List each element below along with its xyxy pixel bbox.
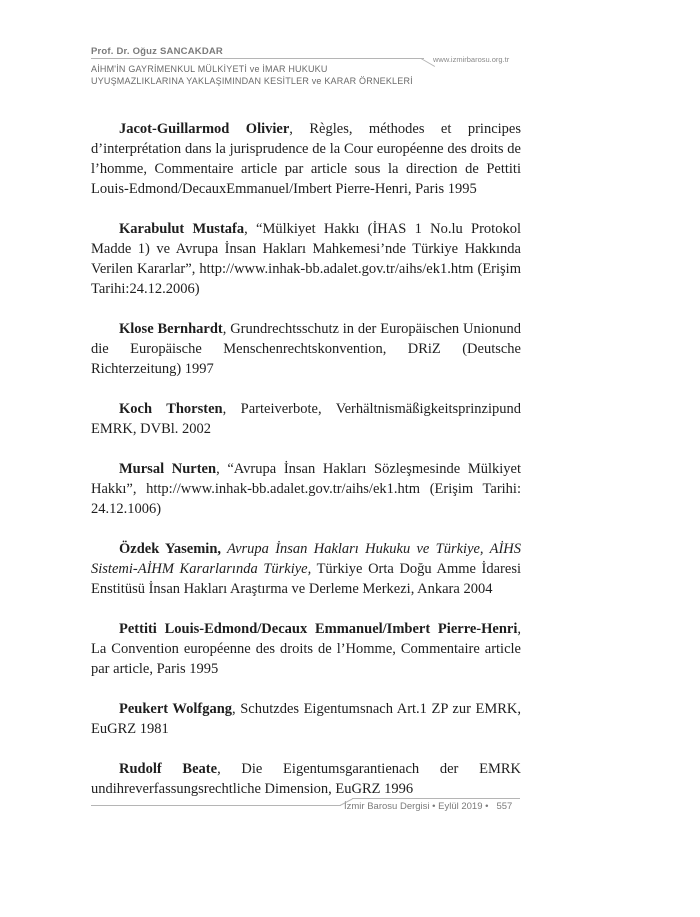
entry-author: Mursal Nurten: [119, 461, 217, 477]
footer-rule-right: [352, 798, 520, 799]
header-title-line-2: UYUŞMAZLIKLARINA YAKLAŞIMINDAN KESİTLER ve KARAR ÖRNEKLERİ: [91, 76, 413, 86]
entry-author: Jacot-Guillarmod Olivier: [119, 121, 290, 137]
entry-italic-title: Avrupa İnsan Hakları Hukuku ve Türkiye, AİHS Sistemi-AİHM Kararlarında Türkiye,: [91, 541, 521, 577]
footer-text: [344, 801, 512, 812]
journal-name: İzmir Barosu Dergisi • Eylül 2019 •: [344, 801, 489, 812]
bibliography-entry: [91, 699, 521, 739]
entry-text: , Schutzdes Eigentumsnach Art.1 ZP zur EMRK, EuGRZ 1981: [91, 701, 521, 737]
entry-author: Pettiti Louis-Edmond/Decaux Emmanuel/Imbert Pierre-Henri: [119, 621, 518, 637]
entry-text: , “Avrupa İnsan Hakları Sözleşmesinde Mülkiyet Hakkı”, http://www.inhak-bb.adalet.gov.tr/aihs/ek1.htm (Erişim Tarihi: 24.12.1006): [91, 461, 521, 517]
entry-text: , Règles, méthodes et principes d’interprétation dans la jurisprudence de la Cour européenne des droits de l’homme, Commentaire article par article sous la direction de Pettiti Louis-Edmond/DecauxEmmanuel/Imbert Pierre-Henri, Paris 1995: [91, 121, 521, 197]
entry-author: Klose Bernhardt: [119, 321, 223, 337]
header-rule: [91, 58, 424, 59]
bibliography-entry: [91, 219, 521, 299]
bibliography-entry: [91, 459, 521, 519]
entry-text: , “Mülkiyet Hakkı (İHAS 1 No.lu Protokol Madde 1) ve Avrupa İnsan Hakları Mahkemesi’nde Türkiye Hakkında Verilen Kararlar”, http://www.inhak-bb.adalet.gov.tr/aihs/ek1.htm (Erişim Tarihi:24.12.2006): [91, 221, 521, 297]
bibliography-entry: [91, 119, 521, 199]
header-url: www.izmirbarosu.org.tr: [433, 55, 510, 64]
header-title: [91, 63, 413, 87]
entry-author: Koch Thorsten: [119, 401, 223, 417]
page-number: 557: [496, 801, 513, 812]
bibliography-entry: [91, 539, 521, 599]
bibliography-entry: [91, 399, 521, 439]
entry-text: , Parteiverbote, Verhältnismäßigkeitsprinzipund EMRK, DVBl. 2002: [91, 401, 521, 437]
footer-rule: [91, 805, 341, 806]
author-name: Prof. Dr. Oğuz SANCAKDAR: [91, 46, 223, 57]
entry-author: Özdek Yasemin,: [119, 541, 222, 557]
entry-author: Rudolf Beate: [119, 761, 218, 777]
entry-author: Peukert Wolfgang: [119, 701, 233, 717]
header-title-line-1: AİHM'İN GAYRİMENKUL MÜLKİYETİ ve İMAR HUKUKU: [91, 64, 328, 74]
entry-text: , La Convention européenne des droits de l’Homme, Commentaire article par article, Paris 1995: [91, 621, 521, 677]
bibliography-entry: [91, 619, 521, 679]
bibliography-entry: [91, 759, 521, 799]
entry-text: , Die Eigentumsgarantienach der EMRK undihreverfassungsrechtliche Dimension, EuGRZ 1996: [91, 761, 521, 797]
entry-author: Karabulut Mustafa: [119, 221, 245, 237]
entry-text: , Grundrechtsschutz in der Europäischen Unionund die Europäische Menschenrechtskonvention, DRiZ (Deutsche Richterzeitung) 1997: [91, 321, 521, 377]
bibliography-entry: [91, 319, 521, 379]
bibliography-list: [91, 119, 521, 819]
entry-text: Türkiye Orta Doğu Amme İdaresi Enstitüsü İnsan Hakları Araştırma ve Derleme Merkezi, Ankara 2004: [91, 561, 521, 597]
